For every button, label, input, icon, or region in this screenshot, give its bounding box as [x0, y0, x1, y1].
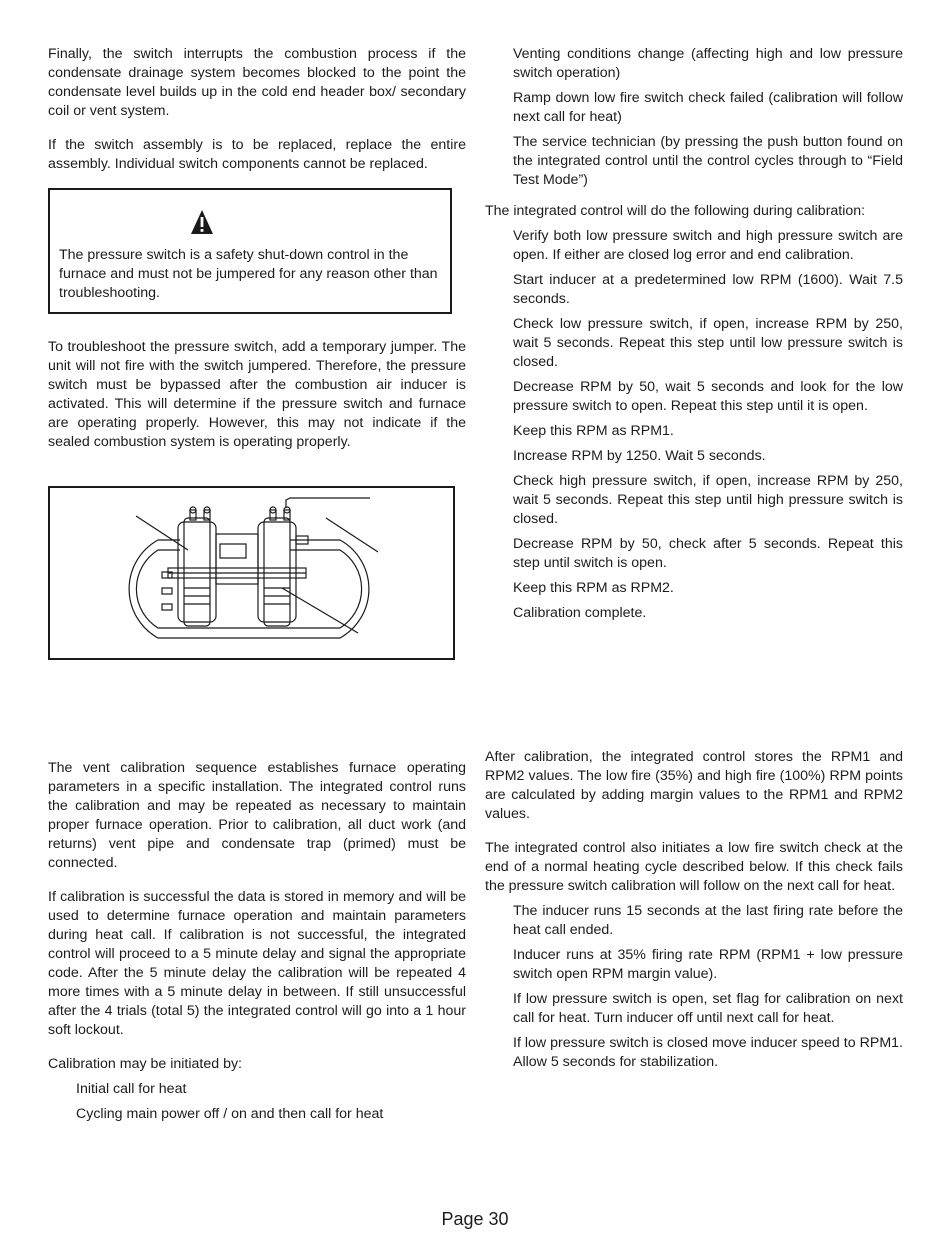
warning-box [48, 188, 452, 314]
left-column-top [48, 45, 466, 174]
list-item: Inducer runs at 35% firing rate RPM (RPM1 + low pressure switch open RPM margin value). [513, 947, 903, 982]
paragraph-replace-assembly: If the switch assembly is to be replaced, replace the entire assembly. Individual switch components cannot be replaced. [48, 137, 466, 172]
page-number: Page 30 [441, 1209, 509, 1229]
paragraph-condensate: Finally, the switch interrupts the combustion process if the condensate drainage system becomes blocked to the point the condensate level builds up in the cold end header box/ secondary coil or vent system. [48, 46, 466, 119]
list-item: Venting conditions change (affecting high and low pressure switch operation) [513, 46, 903, 81]
right-column-bottom [485, 748, 903, 1072]
list-item: Calibration complete. [513, 605, 647, 621]
left-troubleshoot-block [48, 338, 466, 452]
paragraph-vent-calibration: The vent calibration sequence establishes furnace operating parameters in a specific installation. The integrated control runs the calibration and may be repeated as necessary to maintain proper furnace operation. Prior to calibration, all duct work (and returns) vent pipe and condensate trap (primed) must be connected. [48, 760, 466, 871]
pressure-switch-illustration [50, 488, 453, 658]
list-item: Keep this RPM as RPM2. [513, 580, 674, 596]
list-item: Check high pressure switch, if open, increase RPM by 250, wait 5 seconds. Repeat this step until high pressure switch is closed. [513, 473, 903, 527]
list-item: Cycling main power off / on and then call for heat [76, 1106, 384, 1122]
list-item: Decrease RPM by 50, wait 5 seconds and look for the low pressure switch to open. Repeat this step until it is open. [513, 379, 903, 414]
left-column-bottom [48, 759, 466, 1124]
list-item: If low pressure switch is closed move inducer speed to RPM1. Allow 5 seconds for stabilization. [513, 1035, 903, 1070]
pressure-switch-figure [48, 486, 455, 660]
paragraph-troubleshoot: To troubleshoot the pressure switch, add a temporary jumper. The unit will not fire with the switch jumpered. Therefore, the pressure switch must be bypassed after the combustion air inducer is activated. This will determine if the pressure switch and furnace are operating properly. However, this may not indicate if the sealed combustion system is operating properly. [48, 339, 466, 450]
right-column-top [485, 45, 903, 623]
list-item: Verify both low pressure switch and high pressure switch are open. If either are closed log error and end calibration. [513, 228, 903, 263]
paragraph-after-calibration: After calibration, the integrated control stores the RPM1 and RPM2 values. The low fire (35%) and high fire (100%) RPM points are calculated by adding margin values to the RPM1 and RPM2 values. [485, 749, 903, 822]
list-item: Check low pressure switch, if open, increase RPM by 250, wait 5 seconds. Repeat this step until low pressure switch is closed. [513, 316, 903, 370]
list-item: Increase RPM by 1250. Wait 5 seconds. [513, 448, 766, 464]
list-item: Start inducer at a predetermined low RPM (1600). Wait 7.5 seconds. [513, 272, 903, 307]
list-item: The service technician (by pressing the push button found on the integrated control until the control cycles through to “Field Test Mode”) [513, 134, 903, 188]
paragraph-calibration-intro: The integrated control will do the following during calibration: [485, 203, 866, 219]
list-item: If low pressure switch is open, set flag for calibration on next call for heat. Turn inducer off until next call for heat. [513, 991, 903, 1026]
list-item: Decrease RPM by 50, check after 5 seconds. Repeat this step until switch is open. [513, 536, 903, 571]
paragraph-low-fire-check: The integrated control also initiates a low fire switch check at the end of a normal heating cycle described below. If this check fails the pressure switch calibration will follow on the next call for heat. [485, 840, 903, 894]
warning-text: The pressure switch is a safety shut-down control in the furnace and must not be jumpered for any reason other than troubleshooting. [59, 247, 438, 301]
list-item: Keep this RPM as RPM1. [513, 423, 674, 439]
list-item: Initial call for heat [76, 1081, 187, 1097]
list-item: Ramp down low fire switch check failed (calibration will follow next call for heat) [513, 90, 903, 125]
warning-triangle-icon [190, 209, 214, 235]
list-item: The inducer runs 15 seconds at the last firing rate before the heat call ended. [513, 903, 903, 938]
paragraph-calibration-success: If calibration is successful the data is stored in memory and will be used to determine furnace operation and maintain parameters during heat call. If calibration is not successful, the integrated control will proceed to a 5 minute delay and signal the appropriate code. After the 5 minute delay the calibration will be repeated 4 more times with a 5 minute delay in between. If still unsuccessful after the 4 trials (total 5) the integrated control will go into a 1 hour soft lockout. [48, 889, 466, 1038]
paragraph-calibration-initiated: Calibration may be initiated by: [48, 1056, 242, 1072]
